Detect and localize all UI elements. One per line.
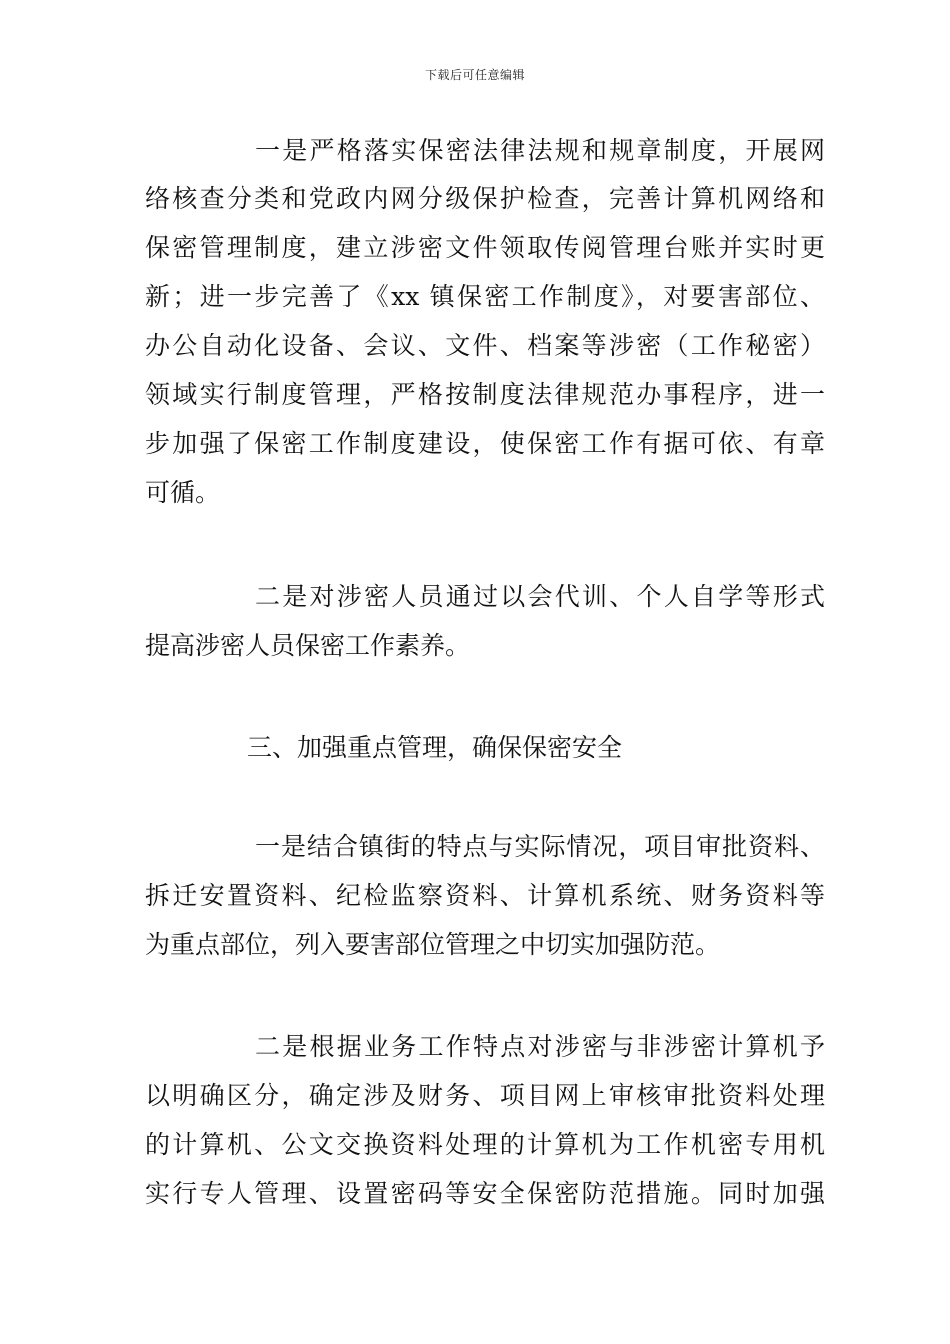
page-header: 下载后可任意编辑: [424, 68, 525, 82]
paragraph-1-line-4: 新；进一步完善了《xx 镇保密工作制度》，对要害部位、: [145, 282, 825, 311]
paragraph-2-line-2: 提高涉密人员保密工作素养。: [145, 631, 471, 660]
paragraph-1-line-8: 可循。: [145, 478, 221, 507]
paragraph-1-line-2: 络核查分类和党政内网分级保护检查，完善计算机网络和: [145, 184, 825, 213]
paragraph-1-line-5: 办公自动化设备、会议、文件、档案等涉密（工作秘密）: [145, 331, 825, 360]
paragraph-1-line-6: 领域实行制度管理，严格按制度法律规范办事程序，进一: [145, 380, 825, 409]
paragraph-4-line-1: 二是根据业务工作特点对涉密与非涉密计算机予: [255, 1032, 825, 1061]
paragraph-3-line-1: 一是结合镇街的特点与实际情况，项目审批资料、: [255, 832, 825, 861]
paragraph-3-line-2: 拆迁安置资料、纪检监察资料、计算机系统、财务资料等: [145, 881, 825, 910]
paragraph-4-line-4: 实行专人管理、设置密码等安全保密防范措施。同时加强: [145, 1179, 825, 1208]
paragraph-3-line-3: 为重点部位，列入要害部位管理之中切实加强防范。: [145, 930, 721, 959]
paragraph-1-line-3: 保密管理制度，建立涉密文件领取传阅管理台账并实时更: [145, 233, 825, 262]
paragraph-2-line-1: 二是对涉密人员通过以会代训、个人自学等形式: [255, 582, 825, 611]
paragraph-4-line-3: 的计算机、公文交换资料处理的计算机为工作机密专用机: [145, 1130, 825, 1159]
paragraph-1-line-7: 步加强了保密工作制度建设，使保密工作有据可依、有章: [145, 429, 825, 458]
paragraph-1-line-1: 一是严格落实保密法律法规和规章制度，开展网: [255, 136, 825, 165]
section-heading: 三、加强重点管理，确保保密安全: [247, 733, 623, 762]
paragraph-4-line-2: 以明确区分，确定涉及财务、项目网上审核审批资料处理: [145, 1081, 825, 1110]
